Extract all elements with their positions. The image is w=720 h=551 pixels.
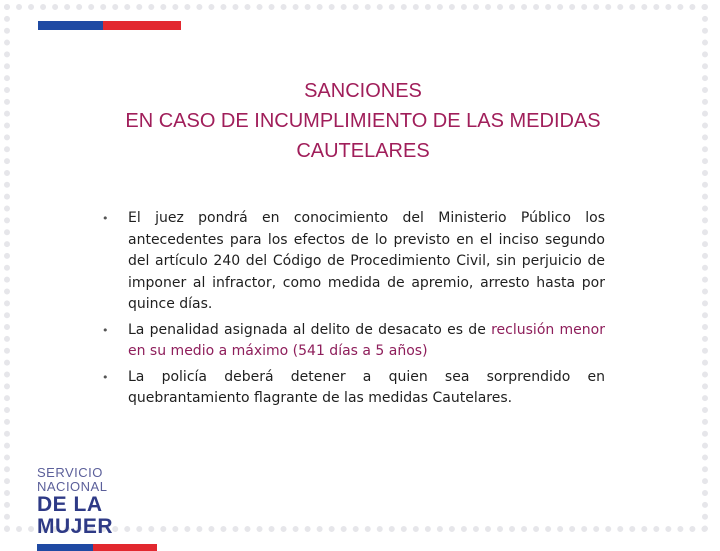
bullet-item <box>100 367 605 410</box>
title-line-2: EN CASO DE INCUMPLIMIENTO DE LAS MEDIDAS <box>125 110 601 132</box>
flag-stripe-blue <box>38 21 103 30</box>
bullet-dot: • <box>102 323 109 337</box>
bullet-text: El juez pondrá en conocimiento del Ministerio Público los antecedentes para los efectos de lo previsto en el inciso segundo del artículo 240 del Código de Procedimiento Civil, sin perjuicio de imponer al infractor, como medida de apremio, arresto hasta por quince días. <box>128 210 605 312</box>
bullet-text: La policía deberá detener a quien sea sorprendido en quebrantamiento flagrante de las medidas Cautelares. <box>128 368 605 406</box>
logo <box>37 466 167 551</box>
flag-stripe-top <box>38 21 181 30</box>
title-line-1: SANCIONES <box>304 80 422 102</box>
bullet-list <box>100 208 605 414</box>
bullet-item <box>100 208 605 316</box>
bullet-text: La penalidad asignada al delito de desacato es de <box>128 321 492 338</box>
bullet-highlight: reclusión menor en su medio a máximo (541 días a 5 años) <box>128 321 605 359</box>
title-line-3: CAUTELARES <box>296 140 430 162</box>
logo-stripe-blue <box>37 544 93 551</box>
bullet-dot: • <box>102 212 109 225</box>
logo-flag-stripe <box>37 544 157 551</box>
logo-line-2: DE LA MUJER <box>37 493 114 538</box>
logo-line-1: SERVICIO NACIONAL <box>37 465 108 494</box>
slide-title <box>40 76 686 166</box>
flag-stripe-red <box>103 21 181 30</box>
bullet-dot: • <box>102 370 109 384</box>
bullet-item <box>100 320 605 363</box>
logo-stripe-red <box>93 544 157 551</box>
